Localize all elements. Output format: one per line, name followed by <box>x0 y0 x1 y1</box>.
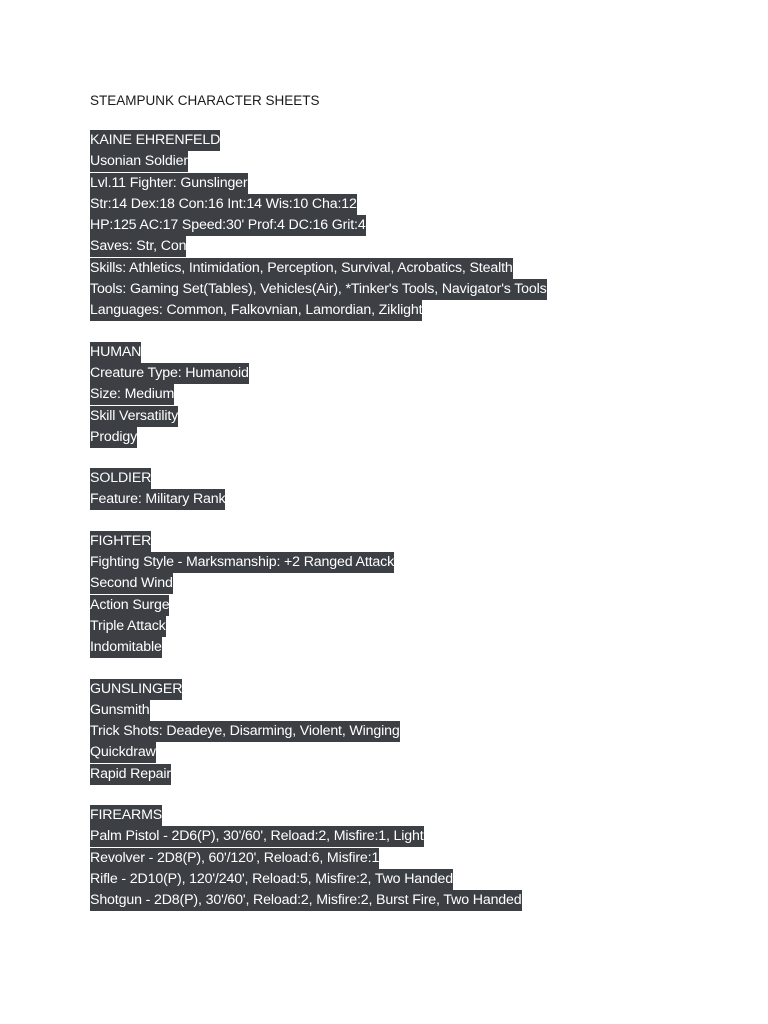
text-line <box>90 594 730 615</box>
line-text: Feature: Military Rank <box>90 489 225 510</box>
text-line <box>90 488 730 509</box>
section-firearms <box>90 804 730 910</box>
line-text: Gunsmith <box>90 700 150 721</box>
text-line <box>90 150 730 171</box>
line-text: Action Surge <box>90 595 169 616</box>
line-text: Rapid Repair <box>90 764 171 785</box>
line-text: Indomitable <box>90 637 162 658</box>
line-text: Creature Type: Humanoid <box>90 363 249 384</box>
text-line <box>90 235 730 256</box>
text-line <box>90 636 730 657</box>
section-gunslinger <box>90 678 730 784</box>
text-line <box>90 868 730 889</box>
character-stats: HP:125 AC:17 Speed:30' Prof:4 DC:16 Grit:4 <box>90 215 366 236</box>
text-line <box>90 299 730 320</box>
section-heading <box>90 804 730 825</box>
text-line <box>90 383 730 404</box>
heading-text: SOLDIER <box>90 468 151 489</box>
text-line <box>90 172 730 193</box>
text-line <box>90 741 730 762</box>
character-class: Lvl.11 Fighter: Gunslinger <box>90 173 248 194</box>
text-line <box>90 362 730 383</box>
line-text: Triple Attack <box>90 616 166 637</box>
character-abilities: Str:14 Dex:18 Con:16 Int:14 Wis:10 Cha:12 <box>90 194 357 215</box>
line-text: Skill Versatility <box>90 406 178 427</box>
section-heading <box>90 467 730 488</box>
text-line <box>90 847 730 868</box>
text-line <box>90 214 730 235</box>
section-heading <box>90 530 730 551</box>
line-text: Revolver - 2D8(P), 60'/120', Reload:6, Misfire:1 <box>90 848 379 869</box>
character-background: Usonian Soldier <box>90 151 188 172</box>
section-heading <box>90 678 730 699</box>
text-line <box>90 278 730 299</box>
text-line <box>90 720 730 741</box>
text-line <box>90 426 730 447</box>
section-character <box>90 129 730 321</box>
text-line <box>90 825 730 846</box>
character-name: KAINE EHRENFELD <box>90 130 220 151</box>
line-text: Quickdraw <box>90 742 156 763</box>
text-line <box>90 551 730 572</box>
line-text: Shotgun - 2D8(P), 30'/60', Reload:2, Misfire:2, Burst Fire, Two Handed <box>90 890 522 911</box>
line-text: Trick Shots: Deadeye, Disarming, Violent, Winging <box>90 721 400 742</box>
document-title: STEAMPUNK CHARACTER SHEETS <box>90 93 320 108</box>
text-line <box>90 572 730 593</box>
heading-text: FIREARMS <box>90 805 162 826</box>
section-fighter <box>90 530 730 658</box>
text-line <box>90 889 730 910</box>
heading-text: HUMAN <box>90 342 141 363</box>
character-languages: Languages: Common, Falkovnian, Lamordian, Ziklight <box>90 300 422 321</box>
line-text: Second Wind <box>90 573 173 594</box>
heading-text: FIGHTER <box>90 531 151 552</box>
document-body <box>90 129 730 931</box>
text-line <box>90 257 730 278</box>
section-soldier <box>90 467 730 510</box>
line-text: Palm Pistol - 2D6(P), 30'/60', Reload:2, Misfire:1, Light <box>90 826 424 847</box>
character-tools: Tools: Gaming Set(Tables), Vehicles(Air), *Tinker's Tools, Navigator's Tools <box>90 279 547 300</box>
character-skills: Skills: Athletics, Intimidation, Perception, Survival, Acrobatics, Stealth <box>90 258 513 279</box>
line-text: Rifle - 2D10(P), 120'/240', Reload:5, Misfire:2, Two Handed <box>90 869 453 890</box>
section-heading <box>90 129 730 150</box>
text-line <box>90 193 730 214</box>
character-saves: Saves: Str, Con <box>90 236 186 257</box>
line-text: Size: Medium <box>90 384 174 405</box>
section-human <box>90 341 730 447</box>
section-heading <box>90 341 730 362</box>
text-line <box>90 699 730 720</box>
line-text: Prodigy <box>90 427 137 448</box>
text-line <box>90 763 730 784</box>
text-line <box>90 615 730 636</box>
heading-text: GUNSLINGER <box>90 679 182 700</box>
line-text: Fighting Style - Marksmanship: +2 Ranged Attack <box>90 552 394 573</box>
text-line <box>90 405 730 426</box>
